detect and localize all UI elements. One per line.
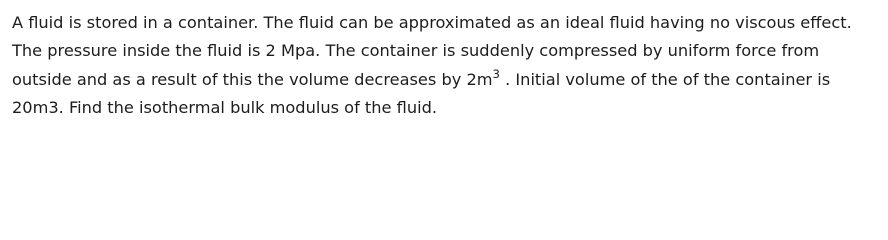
question-text-part-1: A fluid is stored in a container. The fluid can be approximated as an ideal fluid having no viscous effect. The pressure inside the fluid is 2 Mpa. The container is suddenly compressed by uniform force from outside and as a result of this the volume decreases by 2m xyxy=(12,13,852,89)
question-text-part-2: . Initial volume of the of the container is 20m3. Find the isothermal bulk modulus of the fluid. xyxy=(12,69,831,117)
superscript-exponent: 3 xyxy=(492,67,500,82)
question-text xyxy=(12,9,878,122)
